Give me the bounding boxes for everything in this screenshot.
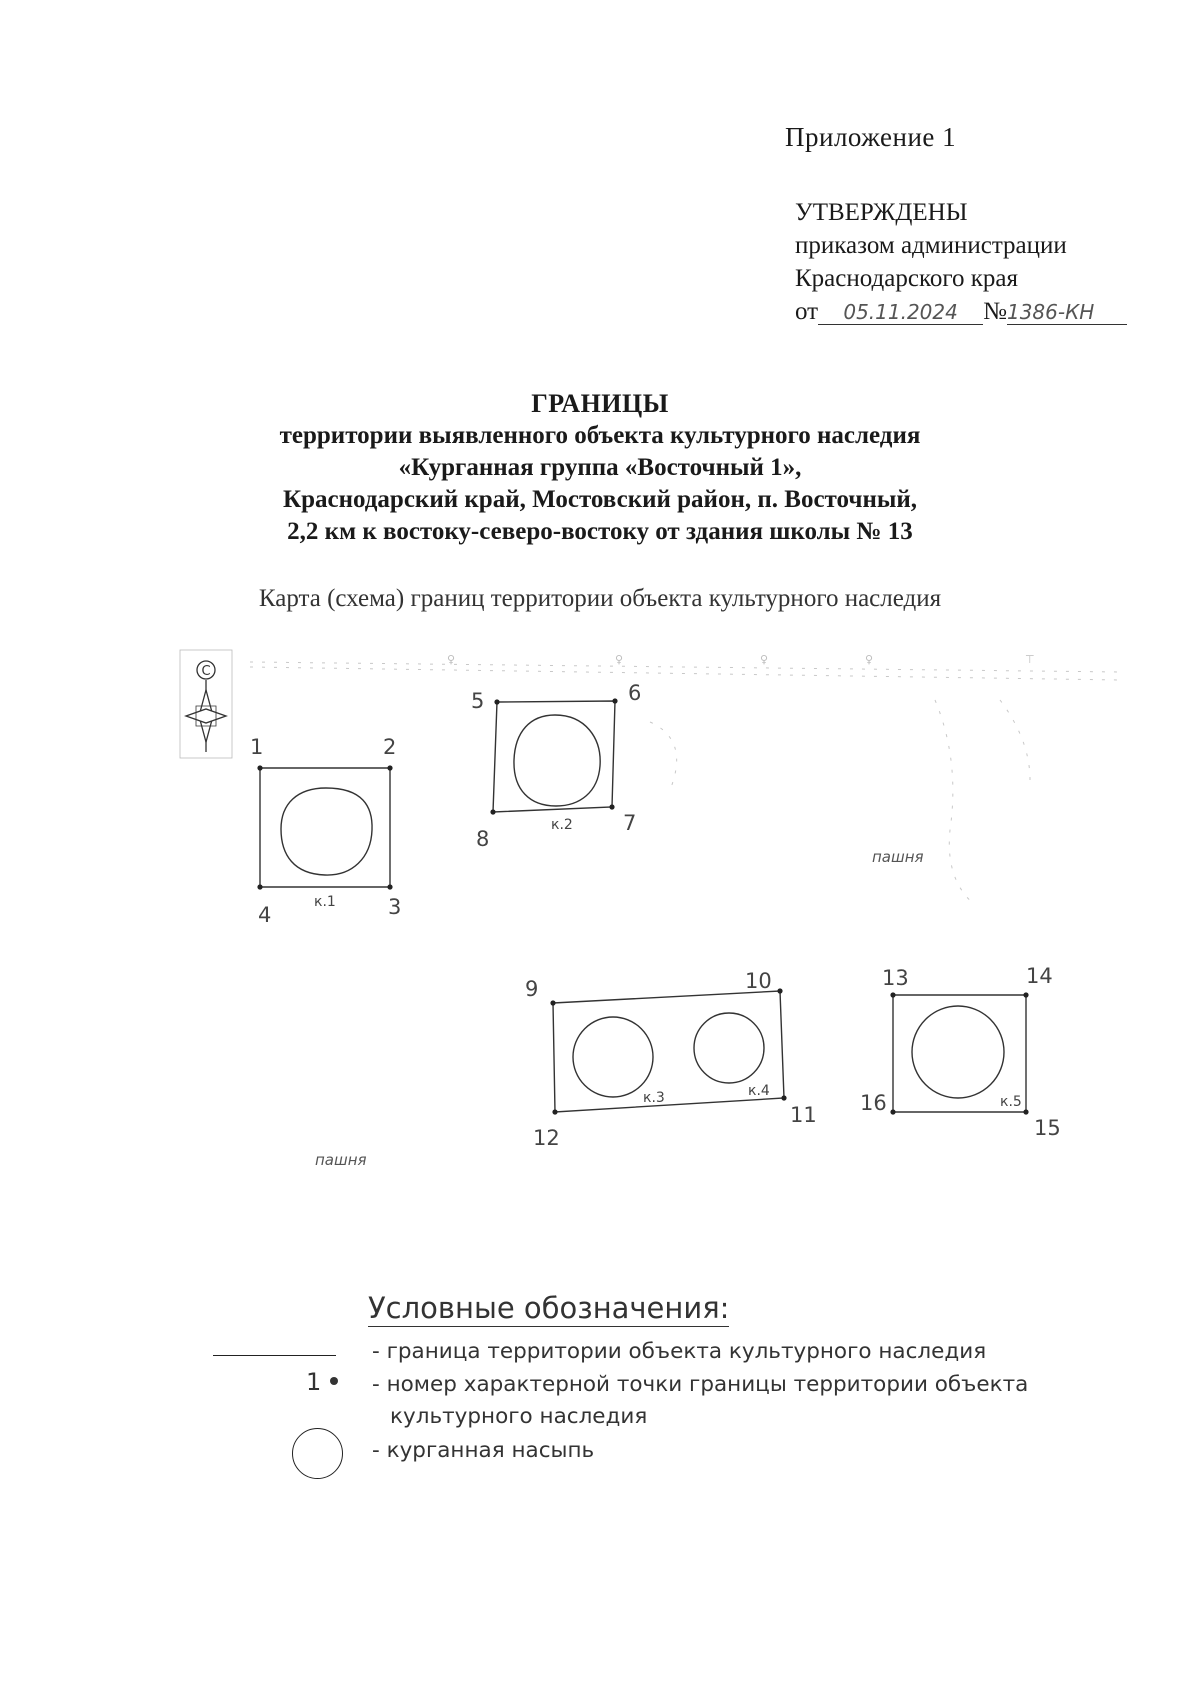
point-label: 11	[790, 1103, 817, 1127]
title-line-2: «Курганная группа «Восточный 1»,	[398, 454, 802, 481]
point-label: 9	[525, 977, 539, 1001]
mound-circle-k4	[694, 1013, 764, 1083]
point-label: 10	[745, 969, 772, 993]
point-label: 13	[882, 966, 909, 990]
boundary-line-symbol	[213, 1355, 336, 1356]
document-title	[0, 388, 1200, 548]
point-label: 8	[476, 827, 490, 851]
title-line-1: территории выявленного объекта культурного наследия	[279, 422, 921, 449]
approval-number: 1386-КН	[1007, 300, 1127, 325]
svg-text:♀: ♀	[615, 653, 624, 666]
point-label: 3	[388, 895, 402, 919]
point-label: 2	[383, 735, 397, 759]
approval-status: УТВЕРЖДЕНЫ	[795, 199, 968, 226]
point-label: 4	[258, 903, 272, 927]
point-label: 15	[1034, 1116, 1061, 1140]
point-label: 14	[1026, 964, 1053, 988]
boundary-points	[257, 698, 1028, 1114]
date-prefix: от	[795, 298, 819, 325]
legend-point-line-2: культурного наследия	[390, 1404, 648, 1429]
title-line-4: 2,2 км к востоку-северо-востоку от здания школы № 13	[287, 518, 913, 545]
svg-text:⊤: ⊤	[1025, 653, 1035, 666]
legend-mound: - курганная насыпь	[372, 1438, 595, 1463]
title-line-3: Краснодарский край, Мостовский район, п. Восточный,	[282, 486, 918, 513]
mound-circle-k3	[573, 1017, 653, 1097]
point-label: 6	[628, 681, 642, 705]
road-marks	[447, 653, 1035, 666]
mound-label: к.1	[314, 894, 336, 910]
mound-circle-icon	[292, 1428, 343, 1479]
title-main: ГРАНИЦЫ	[531, 389, 669, 418]
svg-text:♀: ♀	[865, 653, 874, 666]
mound-label: к.5	[1000, 1094, 1022, 1110]
appendix-label: Приложение 1	[785, 122, 957, 152]
point-labels	[250, 681, 1061, 1150]
boundary-k2	[493, 701, 615, 812]
point-label: 12	[533, 1126, 560, 1150]
legend-point-line-1: - номер характерной точки границы территории объекта	[372, 1372, 1029, 1397]
mound-label: к.3	[643, 1090, 665, 1106]
mound-circle-k2	[514, 715, 600, 806]
road-trace	[250, 662, 1120, 905]
point-number-symbol: 1	[306, 1368, 322, 1396]
approval-line-3: Краснодарского края	[795, 265, 1018, 292]
compass-letter: С	[201, 664, 211, 679]
point-label: 7	[623, 811, 637, 835]
number-prefix: №	[983, 298, 1007, 325]
approval-date-line	[795, 295, 1127, 328]
mound-label: к.4	[748, 1083, 770, 1099]
approval-line-2: приказом администрации	[795, 232, 1067, 259]
mound-circle-k1	[281, 788, 372, 875]
approval-stamp	[795, 196, 1127, 328]
point-dot-icon	[330, 1377, 338, 1385]
point-label: 5	[471, 689, 485, 713]
approval-date: 05.11.2024	[818, 300, 983, 325]
land-label: пашня	[872, 848, 924, 866]
mound-circle-k5	[912, 1006, 1004, 1098]
map-caption: Карта (схема) границ территории объекта культурного наследия	[258, 585, 942, 612]
mound-label: к.2	[551, 817, 573, 833]
point-label: 16	[860, 1091, 887, 1115]
svg-text:♀: ♀	[447, 653, 456, 666]
legend-boundary: - граница территории объекта культурного наследия	[372, 1339, 987, 1364]
boundary-k1	[260, 768, 390, 887]
boundary-map	[0, 640, 1200, 1200]
land-label: пашня	[315, 1151, 367, 1169]
svg-text:♀: ♀	[760, 653, 769, 666]
legend-title: Условные обозначения:	[368, 1291, 730, 1325]
point-label: 1	[250, 735, 264, 759]
